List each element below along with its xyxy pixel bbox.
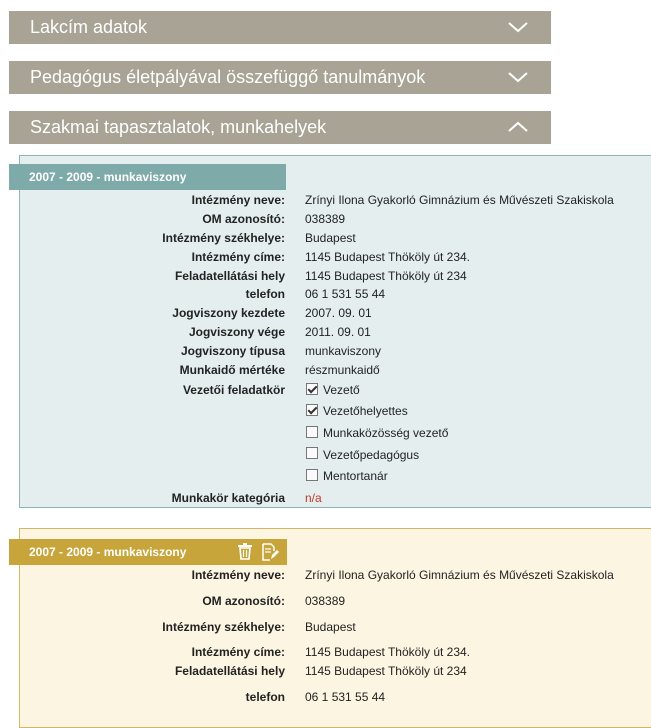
field-value: munkaviszony bbox=[305, 344, 382, 358]
field-value: 1145 Budapest Thököly út 234 bbox=[305, 269, 467, 283]
chevron-up-icon[interactable] bbox=[507, 120, 529, 134]
field-value: 1145 Budapest Thököly út 234. bbox=[305, 250, 471, 264]
field-label: Feladatellátási hely bbox=[174, 664, 285, 678]
field-label: Intézmény címe: bbox=[191, 250, 285, 264]
field-value: részmunkaidő bbox=[305, 363, 380, 377]
chevron-down-icon[interactable] bbox=[507, 70, 529, 84]
field-label: Munkaidő mértéke bbox=[179, 363, 285, 377]
field-label: Intézmény székhelye: bbox=[162, 620, 285, 634]
accordion-szakmai[interactable] bbox=[9, 111, 551, 144]
accordion-title: Szakmai tapasztalatok, munkahelyek bbox=[30, 117, 327, 137]
checkbox-mentortanar[interactable] bbox=[306, 469, 318, 481]
checkbox-munkakozosseg-vezeto[interactable] bbox=[306, 426, 318, 438]
field-label: Jogviszony típusa bbox=[180, 344, 285, 358]
field-label: Jogviszony vége bbox=[188, 325, 285, 339]
checkbox-label: Mentortanár bbox=[323, 469, 388, 483]
field-value: 1145 Budapest Thököly út 234 bbox=[305, 664, 467, 678]
checkbox-label: Vezetőpedagógus bbox=[323, 448, 420, 462]
field-label: telefon bbox=[245, 287, 285, 301]
field-label: OM azonosító: bbox=[202, 212, 285, 226]
accordion-tanulmanyok[interactable] bbox=[9, 61, 551, 94]
accordion-title: Pedagógus életpályával összefüggő tanulmányok bbox=[30, 67, 426, 87]
checkbox-vezetopedagogus[interactable] bbox=[306, 447, 318, 459]
field-value: Zrínyi Ilona Gyakorló Gimnázium és Művészeti Szakiskola bbox=[305, 193, 614, 207]
card-header-label: 2007 - 2009 - munkaviszony bbox=[29, 170, 187, 184]
checkbox-label: Munkaközösség vezető bbox=[323, 426, 449, 440]
field-value: 038389 bbox=[305, 594, 346, 608]
field-value: 1145 Budapest Thököly út 234. bbox=[305, 645, 471, 659]
card-header bbox=[9, 539, 287, 565]
field-value: 038389 bbox=[305, 212, 346, 226]
field-value: 06 1 531 55 44 bbox=[305, 287, 386, 301]
accordion-lakcim[interactable] bbox=[9, 11, 551, 44]
category-value: n/a bbox=[305, 491, 322, 505]
category-label: Munkakör kategória bbox=[171, 491, 285, 505]
field-value: Budapest bbox=[305, 620, 356, 634]
field-label: Jogviszony kezdete bbox=[172, 306, 285, 320]
field-label: Intézmény neve: bbox=[191, 193, 285, 207]
field-label: OM azonosító: bbox=[202, 594, 285, 608]
chevron-down-icon[interactable] bbox=[507, 20, 529, 34]
checkbox-label: Vezető bbox=[323, 383, 360, 397]
field-label: telefon bbox=[245, 690, 285, 704]
card-header-label: 2007 - 2009 - munkaviszony bbox=[29, 545, 187, 559]
field-value: 06 1 531 55 44 bbox=[305, 690, 386, 704]
field-value: Budapest bbox=[305, 231, 356, 245]
trash-icon[interactable] bbox=[237, 543, 253, 560]
field-label: Feladatellátási hely bbox=[174, 269, 285, 283]
field-value: Zrínyi Ilona Gyakorló Gimnázium és Művészeti Szakiskola bbox=[305, 568, 614, 582]
field-value: 2007. 09. 01 bbox=[305, 306, 372, 320]
field-value: 2011. 09. 01 bbox=[305, 325, 371, 339]
checkbox-vezeto[interactable] bbox=[306, 383, 318, 395]
checkbox-label: Vezetőhelyettes bbox=[323, 404, 408, 418]
accordion-title: Lakcím adatok bbox=[30, 17, 148, 37]
edit-icon[interactable] bbox=[261, 543, 279, 561]
leader-role-label: Vezetői feladatkör bbox=[182, 383, 285, 397]
field-label: Intézmény címe: bbox=[191, 645, 285, 659]
field-label: Intézmény székhelye: bbox=[162, 231, 285, 245]
field-label: Intézmény neve: bbox=[191, 568, 285, 582]
card-header bbox=[9, 164, 286, 190]
checkbox-vezetohelyettes[interactable] bbox=[306, 404, 318, 416]
